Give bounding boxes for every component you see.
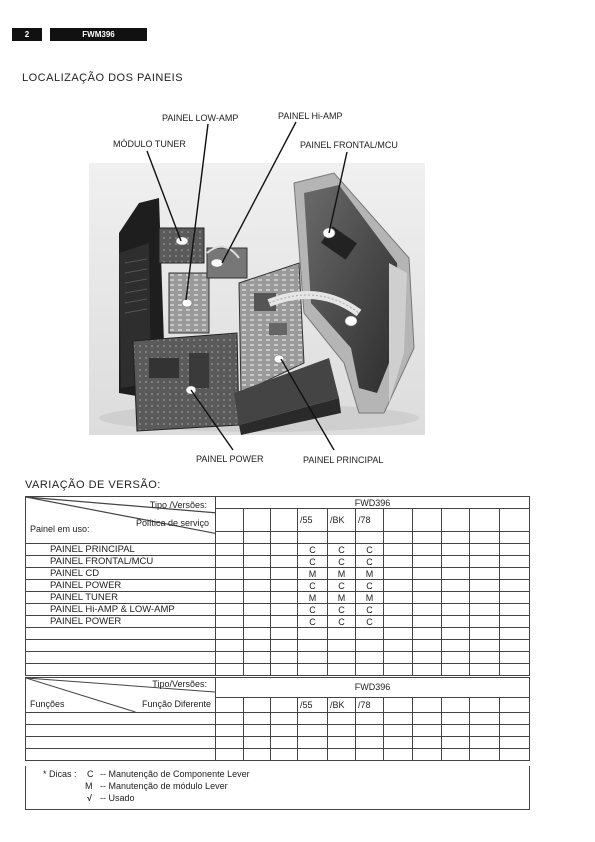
row-value: M: [328, 568, 356, 580]
table2-version-55: /55: [298, 697, 328, 712]
row-value: M: [298, 592, 328, 604]
row-value: C: [328, 604, 356, 616]
row-name: PAINEL TUNER: [26, 592, 216, 604]
row-value: M: [356, 568, 384, 580]
label-hi-amp: PAINEL Hi-AMP: [278, 111, 343, 121]
label-frontal-mcu: PAINEL FRONTAL/MCU: [300, 140, 398, 150]
row-value: C: [356, 580, 384, 592]
legend-prefix: * Dicas :: [43, 769, 77, 779]
label-tuner: MÓDULO TUNER: [113, 139, 186, 149]
table-row: [26, 628, 530, 640]
row-value: M: [298, 568, 328, 580]
label-low-amp: PAINEL LOW-AMP: [162, 113, 239, 123]
table-row: [26, 556, 530, 568]
table2-funcoes-label: Funções: [30, 699, 65, 709]
table2-diagonal-header: [26, 678, 216, 713]
table1-version-55: /55: [298, 509, 328, 532]
row-name: PAINEL Hi-AMP & LOW-AMP: [26, 604, 216, 616]
label-power: PAINEL POWER: [196, 454, 264, 464]
row-value: C: [356, 604, 384, 616]
table1-painel-label: Painel em uso:: [30, 524, 90, 534]
table-row: [26, 544, 530, 556]
table-row: [26, 616, 530, 628]
row-value: C: [356, 556, 384, 568]
row-value: C: [356, 544, 384, 556]
label-principal: PAINEL PRINCIPAL: [303, 455, 384, 465]
row-value: C: [298, 580, 328, 592]
table-row: [26, 640, 530, 652]
row-value: C: [328, 556, 356, 568]
table1-version-bk: /BK: [328, 509, 356, 532]
table2-funcao-diferente-label: Função Diferente: [141, 699, 211, 709]
legend-m-text: -- Manutenção de módulo Lever: [100, 781, 228, 791]
table-row: [26, 580, 530, 592]
legend-check-icon: √: [87, 793, 92, 803]
row-name: PAINEL POWER: [26, 616, 216, 628]
table-row: [26, 737, 530, 749]
table2-model-header: FWD396: [216, 678, 530, 698]
legend-box: [25, 766, 530, 810]
legend-u-text: -- Usado: [100, 793, 135, 803]
row-value: C: [328, 580, 356, 592]
table1-version-78: /78: [356, 509, 384, 532]
model-header: FWM396: [50, 28, 147, 41]
table-row: [26, 604, 530, 616]
row-name: PAINEL POWER: [26, 580, 216, 592]
table-row: [26, 749, 530, 761]
section-title-panel-location: LOCALIZAÇÃO DOS PAINEIS: [22, 72, 184, 84]
page-number: 2: [12, 28, 42, 41]
row-value: C: [328, 616, 356, 628]
row-value: M: [328, 592, 356, 604]
device-photo-illustration: [89, 163, 425, 435]
row-value: C: [328, 544, 356, 556]
section-title-version-variation: VARIAÇÃO DE VERSÃO:: [25, 479, 161, 491]
table-row: [26, 652, 530, 664]
row-value: C: [298, 604, 328, 616]
table-row: [26, 592, 530, 604]
version-table-functions: [25, 677, 530, 761]
row-name: PAINEL CD: [26, 568, 216, 580]
table-row: [26, 725, 530, 737]
legend-c-key: C: [87, 769, 94, 779]
table1-model-header: FWD396: [216, 497, 530, 509]
row-value: C: [298, 556, 328, 568]
table2-tipo-label: Tipo/Versões:: [152, 679, 207, 689]
row-value: M: [356, 592, 384, 604]
table2-version-bk: /BK: [328, 697, 356, 712]
row-value: C: [298, 616, 328, 628]
table-row: [26, 713, 530, 725]
row-name: PAINEL PRINCIPAL: [26, 544, 216, 556]
table-row: [26, 664, 530, 676]
table1-diagonal-header: [26, 497, 216, 544]
row-value: C: [356, 616, 384, 628]
legend-m-key: M: [85, 781, 93, 791]
row-value: C: [298, 544, 328, 556]
row-name: PAINEL FRONTAL/MCU: [26, 556, 216, 568]
table1-politica-label: Política de serviço: [135, 518, 209, 528]
table2-version-78: /78: [356, 697, 384, 712]
version-table-panels: [25, 496, 530, 676]
table-row: [26, 568, 530, 580]
legend-c-text: -- Manutenção de Componente Lever: [100, 769, 250, 779]
table1-tipo-label: Tipo /Versões:: [149, 500, 207, 510]
device-photo: [89, 163, 425, 435]
